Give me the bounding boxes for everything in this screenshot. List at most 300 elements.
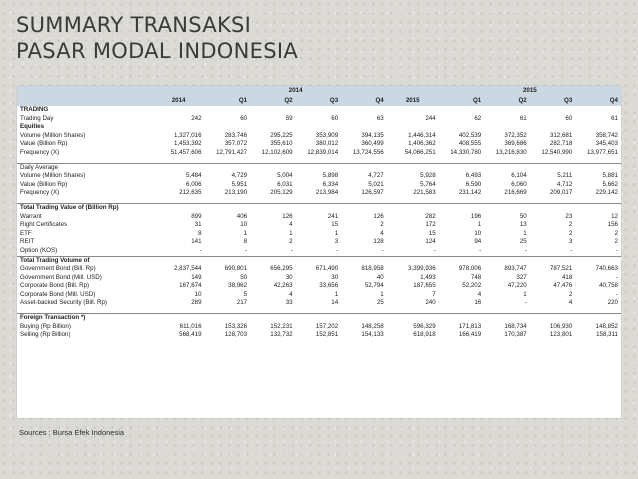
table-cell: 671,490 xyxy=(315,265,339,273)
table-row xyxy=(17,238,621,247)
table-cell: 152,231 xyxy=(270,322,293,330)
table-cell: 283,746 xyxy=(224,131,248,139)
table-cell: 2 xyxy=(380,221,384,229)
table-cell: 126 xyxy=(373,212,384,220)
table-cell: 52,794 xyxy=(364,282,384,290)
table-cell: 4 xyxy=(380,229,384,237)
table-row xyxy=(17,213,621,222)
table-cell: 50 xyxy=(519,212,527,220)
table-cell xyxy=(205,314,251,323)
row-label: Right Certificates xyxy=(20,221,68,229)
table-cell xyxy=(296,123,342,132)
table-cell xyxy=(296,203,342,212)
table-cell: 12 xyxy=(611,212,618,220)
table-cell: 406 xyxy=(236,212,248,220)
table-cell: 13,977,651 xyxy=(587,148,618,156)
table-cell: 63 xyxy=(376,114,384,122)
table-cell: 6,060 xyxy=(511,180,527,188)
table-cell: 94 xyxy=(474,238,482,246)
table-cell: 6,334 xyxy=(322,180,339,188)
table-cell xyxy=(530,123,576,132)
table-cell: 899 xyxy=(191,212,202,220)
table-cell xyxy=(484,163,530,172)
table-cell xyxy=(153,106,205,115)
table-cell xyxy=(153,256,205,265)
row-label: REIT xyxy=(20,238,35,246)
table-cell: 6,006 xyxy=(186,180,202,188)
table-row xyxy=(17,331,621,340)
header-cell: 2015 xyxy=(387,96,439,106)
table-row xyxy=(17,163,621,172)
table-row xyxy=(17,323,621,332)
table-cell: 38,962 xyxy=(228,282,248,290)
table-cell: 312,681 xyxy=(549,131,573,139)
table-cell xyxy=(530,163,576,172)
table-cell: 52,202 xyxy=(462,282,482,290)
row-label: Government Bond (Mill. USD) xyxy=(20,273,102,281)
table-cell: 229,142 xyxy=(595,189,618,197)
table-cell: 242 xyxy=(191,114,202,122)
table-cell: 5,928 xyxy=(420,172,436,180)
table-row xyxy=(17,291,621,300)
table-cell xyxy=(341,163,387,172)
row-label: Total Trading Volume of xyxy=(17,256,153,265)
table-cell: 327 xyxy=(516,273,527,281)
table-cell: 30 xyxy=(331,273,339,281)
table-row xyxy=(17,149,621,158)
table-cell: 3 xyxy=(334,238,339,246)
table-cell: 33 xyxy=(285,299,293,307)
table-cell: 171,813 xyxy=(458,322,482,330)
table-cell: 357,072 xyxy=(224,140,248,148)
table-cell: 360,499 xyxy=(361,140,384,148)
table-cell: 220 xyxy=(607,299,618,307)
table-cell: 402,539 xyxy=(458,131,482,139)
table-cell: 10 xyxy=(194,290,202,298)
table-cell: 10 xyxy=(240,221,248,229)
table-cell: 187,655 xyxy=(413,282,436,290)
table-cell: 61 xyxy=(519,114,527,122)
table-cell: 408,555 xyxy=(458,140,482,148)
table-cell xyxy=(530,106,576,115)
row-label: Warrant xyxy=(20,212,42,220)
table-cell: 54,066,251 xyxy=(404,148,436,156)
table-cell: 167,674 xyxy=(179,282,202,290)
table-cell: 282,718 xyxy=(549,140,573,148)
table-cell: 172 xyxy=(425,221,436,229)
table-cell xyxy=(530,203,576,212)
header-cell: Q2 xyxy=(250,96,296,106)
table-cell xyxy=(439,123,485,132)
table-cell: 13 xyxy=(519,221,527,229)
table-cell: 1,327,016 xyxy=(174,131,202,139)
table-cell: 126,597 xyxy=(361,189,384,197)
table-cell: - xyxy=(615,246,618,254)
table-cell xyxy=(530,314,576,323)
table-cell xyxy=(250,256,296,265)
table-cell: 7 xyxy=(432,290,436,298)
table-row xyxy=(17,274,621,283)
table-row xyxy=(17,140,621,149)
table-cell xyxy=(575,203,621,212)
table-cell xyxy=(439,106,485,115)
table-cell: 132,732 xyxy=(270,331,293,339)
table-cell: 355,610 xyxy=(270,140,293,148)
table-cell xyxy=(296,256,342,265)
table-cell: 818,958 xyxy=(361,265,384,273)
table-cell: 213,984 xyxy=(315,189,339,197)
table-cell: 4 xyxy=(477,290,482,298)
table-cell: 5,662 xyxy=(602,180,618,188)
table-row xyxy=(17,282,621,291)
table-cell: 2 xyxy=(568,221,573,229)
table-cell: 1,453,392 xyxy=(174,140,202,148)
table-cell: 1,406,362 xyxy=(408,140,436,148)
table-cell xyxy=(484,106,530,115)
table-cell: 168,734 xyxy=(504,322,527,330)
title-line-2: PASAR MODAL INDONESIA xyxy=(16,39,298,63)
table-cell: 213,190 xyxy=(224,189,248,197)
table-cell: 156 xyxy=(607,221,618,229)
table-cell: 1 xyxy=(289,229,293,237)
table-cell: 141 xyxy=(191,238,202,246)
table-cell: 2 xyxy=(614,229,618,237)
table-cell: 787,521 xyxy=(549,265,573,273)
table-cell: 4,712 xyxy=(556,180,573,188)
table-cell: 1 xyxy=(243,229,248,237)
table-cell xyxy=(205,163,251,172)
source-note: Sources : Bursa Efek Indonesia xyxy=(19,428,125,437)
table-cell: 170,387 xyxy=(504,331,527,339)
table-cell xyxy=(205,203,251,212)
table-cell xyxy=(250,123,296,132)
header-year-2015: 2015 xyxy=(439,86,621,96)
table-cell xyxy=(250,203,296,212)
table-cell: 15 xyxy=(428,229,436,237)
table-cell: 5 xyxy=(243,290,248,298)
table-cell: 690,801 xyxy=(224,265,248,273)
table-cell xyxy=(387,163,439,172)
header-cell xyxy=(17,86,153,96)
table-cell xyxy=(484,314,530,323)
table-cell: 25 xyxy=(376,299,384,307)
table-cell xyxy=(439,256,485,265)
table-cell: 6,493 xyxy=(465,172,482,180)
table-cell: 196 xyxy=(470,212,482,220)
table-cell: 5,881 xyxy=(602,172,618,180)
table-cell: 61 xyxy=(611,114,618,122)
table-cell xyxy=(341,123,387,132)
row-label: Daily Average xyxy=(17,163,153,172)
table-cell xyxy=(387,256,439,265)
row-label: Equities xyxy=(20,123,45,131)
table-cell xyxy=(387,106,439,115)
table-cell: 31 xyxy=(194,221,202,229)
table-cell xyxy=(484,123,530,132)
table-cell: - xyxy=(479,246,482,254)
table-cell: 106,930 xyxy=(549,322,573,330)
table-cell xyxy=(530,256,576,265)
table-cell xyxy=(205,123,251,132)
table-cell: 4 xyxy=(568,299,573,307)
table-cell: 353,909 xyxy=(315,131,339,139)
table-cell: 60 xyxy=(565,114,573,122)
table-body xyxy=(17,106,621,340)
row-label: Volume (Million Shares) xyxy=(20,172,86,180)
table-cell xyxy=(153,314,205,323)
row-label: Asset-backed Security (Bill. Rp) xyxy=(20,299,107,307)
table-cell: 5,484 xyxy=(186,172,202,180)
table-cell: 369,686 xyxy=(504,140,527,148)
table-cell: 2 xyxy=(568,229,573,237)
table-cell: 2 xyxy=(568,290,573,298)
table-cell: - xyxy=(570,246,573,254)
table-cell: 12,540,990 xyxy=(541,148,573,156)
table-cell: 12,102,609 xyxy=(261,148,293,156)
table-cell xyxy=(439,163,485,172)
table-row xyxy=(17,314,621,323)
table-cell: 128,703 xyxy=(224,331,248,339)
table-cell: - xyxy=(290,246,293,254)
header-cell: Q2 xyxy=(484,96,530,106)
row-label: Government Bond (Bill. Rp) xyxy=(20,265,96,273)
table-cell xyxy=(341,314,387,323)
table-cell xyxy=(341,256,387,265)
table-cell xyxy=(575,314,621,323)
table-cell: 6,590 xyxy=(465,180,482,188)
table-cell: 2,837,544 xyxy=(174,265,202,273)
table-cell: 23 xyxy=(565,212,573,220)
table-cell: 126 xyxy=(282,212,293,220)
table-cell: 289 xyxy=(191,299,202,307)
table-row xyxy=(17,189,621,198)
table-cell: 62 xyxy=(474,114,482,122)
table-cell xyxy=(387,123,439,132)
header-cell: 2014 xyxy=(153,96,205,106)
row-label: Option (KOS) xyxy=(20,246,58,254)
table-cell: 12,839,014 xyxy=(307,148,339,156)
header-cell xyxy=(153,86,205,96)
table-cell: 13,724,556 xyxy=(352,148,384,156)
table-cell xyxy=(205,256,251,265)
table-cell: 128 xyxy=(373,238,384,246)
table-cell: 221,583 xyxy=(413,189,436,197)
table-cell xyxy=(341,106,387,115)
row-label: Total Trading Value of (Billion Rp) xyxy=(17,203,153,212)
table-cell: - xyxy=(336,246,339,254)
header-cell: Q1 xyxy=(439,96,485,106)
table-row xyxy=(17,221,621,230)
table-cell: 6,104 xyxy=(511,172,527,180)
table-cell: 282 xyxy=(425,212,436,220)
table-cell: 212,635 xyxy=(179,189,202,197)
table-cell: 1 xyxy=(523,229,527,237)
table-cell xyxy=(296,163,342,172)
table-cell: 2 xyxy=(289,238,293,246)
table-cell: 1 xyxy=(477,221,482,229)
table-cell: 231,142 xyxy=(458,189,482,197)
table-cell: 166,419 xyxy=(458,331,482,339)
table-cell: 157,202 xyxy=(315,322,339,330)
table-cell: - xyxy=(524,299,527,307)
table-cell: 5,764 xyxy=(420,180,436,188)
header-cell xyxy=(387,86,439,96)
table-cell xyxy=(387,314,439,323)
table-cell: 1 xyxy=(380,290,384,298)
table-cell: 8 xyxy=(198,229,202,237)
table-cell xyxy=(575,163,621,172)
table-cell xyxy=(296,106,342,115)
table-cell: 2 xyxy=(614,238,618,246)
row-label: Value (Billion Rp) xyxy=(20,140,68,148)
table-cell: 1 xyxy=(334,290,339,298)
table-cell xyxy=(296,314,342,323)
table-cell: 1 xyxy=(523,290,527,298)
table-cell: 978,006 xyxy=(458,265,482,273)
table-cell: 158,311 xyxy=(596,331,618,339)
table-cell: - xyxy=(199,246,202,254)
table-cell: 244 xyxy=(425,114,436,122)
row-label: Corporate Bond (Mill. USD) xyxy=(20,290,96,298)
table-cell xyxy=(575,106,621,115)
table-cell: 50 xyxy=(240,273,248,281)
table-cell xyxy=(484,203,530,212)
header-row-years xyxy=(17,86,621,96)
table-row xyxy=(17,132,621,141)
table-cell: - xyxy=(615,273,618,281)
table-cell: 152,851 xyxy=(315,331,339,339)
table-cell: - xyxy=(524,246,527,254)
slide-title xyxy=(16,12,298,64)
title-line-1: SUMMARY TRANSAKSI xyxy=(16,13,252,37)
table-cell: 60 xyxy=(240,114,248,122)
table-cell xyxy=(575,256,621,265)
header-year-2014: 2014 xyxy=(205,86,387,96)
table-cell: 3,399,936 xyxy=(408,265,436,273)
table-cell: 216,669 xyxy=(504,189,527,197)
row-label: Corporate Bond (Bill. Rp) xyxy=(20,282,90,290)
table-cell: 59 xyxy=(285,114,293,122)
table-cell xyxy=(439,314,485,323)
table-cell: 205,129 xyxy=(270,189,293,197)
transaction-table-panel xyxy=(17,86,621,418)
table-cell: 3 xyxy=(568,238,573,246)
table-cell: 42,263 xyxy=(273,282,293,290)
row-label: Foreign Transaction *) xyxy=(17,314,153,323)
row-label: Trading Day xyxy=(20,114,54,122)
table-cell: 40,758 xyxy=(599,282,618,290)
table-cell: 209,017 xyxy=(549,189,573,197)
table-row xyxy=(17,299,621,308)
table-cell: 748 xyxy=(470,273,482,281)
table-cell: 8 xyxy=(243,238,248,246)
table-cell: - xyxy=(433,246,436,254)
table-cell: 611,016 xyxy=(179,322,202,330)
table-row xyxy=(17,203,621,212)
table-cell: 1,493 xyxy=(420,273,436,281)
header-cell xyxy=(17,96,153,106)
table-cell: 5,004 xyxy=(277,172,293,180)
table-row xyxy=(17,123,621,132)
table-cell: 394,135 xyxy=(361,131,384,139)
table-cell: 13,216,830 xyxy=(495,148,527,156)
table-cell: 295,225 xyxy=(270,131,293,139)
table-cell: 5,898 xyxy=(322,172,339,180)
table-cell xyxy=(250,106,296,115)
table-cell: 4,729 xyxy=(231,172,248,180)
table-cell: 40 xyxy=(376,273,384,281)
table-row xyxy=(17,106,621,115)
table-cell: 596,329 xyxy=(413,322,436,330)
table-cell: 148,258 xyxy=(361,322,384,330)
header-cell: Q4 xyxy=(341,96,387,106)
table-cell: 51,457,606 xyxy=(170,148,202,156)
table-cell: 14 xyxy=(331,299,339,307)
table-cell: 123,801 xyxy=(549,331,573,339)
table-cell: 33,656 xyxy=(319,282,339,290)
table-cell: 1,446,314 xyxy=(408,131,436,139)
header-cell: Q3 xyxy=(530,96,576,106)
table-cell: 153,326 xyxy=(224,322,248,330)
table-cell: 217 xyxy=(236,299,248,307)
table-cell: 618,918 xyxy=(413,331,436,339)
table-cell: 4 xyxy=(289,290,293,298)
table-cell: 372,352 xyxy=(504,131,527,139)
table-cell: 345,403 xyxy=(595,140,618,148)
row-label: Volume (Million Shares) xyxy=(20,131,86,139)
table-cell: 14,330,780 xyxy=(450,148,482,156)
table-cell: 15 xyxy=(331,221,339,229)
table-cell: 47,220 xyxy=(507,282,527,290)
table-cell: 154,133 xyxy=(361,331,384,339)
table-cell xyxy=(484,256,530,265)
table-cell: 149 xyxy=(191,273,202,281)
header-cell: Q3 xyxy=(296,96,342,106)
table-row xyxy=(17,115,621,124)
table-cell xyxy=(153,163,205,172)
table-cell: 1 xyxy=(334,229,339,237)
row-label: ETF xyxy=(20,229,32,237)
row-label: TRADING xyxy=(20,106,49,113)
table-row xyxy=(17,181,621,190)
row-label: Selling (Rp Billion) xyxy=(20,331,71,339)
table-row xyxy=(17,247,621,256)
header-cell: Q1 xyxy=(205,96,251,106)
table-cell xyxy=(439,203,485,212)
table-cell: 740,663 xyxy=(595,265,618,273)
table-cell: 568,419 xyxy=(179,331,202,339)
table-cell: 380,012 xyxy=(315,140,339,148)
row-label: Value (Billion Rp) xyxy=(20,180,68,188)
table-row xyxy=(17,230,621,239)
table-cell: 893,747 xyxy=(504,265,527,273)
table-cell xyxy=(575,123,621,132)
table-cell: 30 xyxy=(285,273,293,281)
table-cell: 4,727 xyxy=(368,172,384,180)
table-cell: 124 xyxy=(425,238,436,246)
table-cell xyxy=(250,163,296,172)
table-cell: 12,791,427 xyxy=(216,148,248,156)
transaction-summary-table xyxy=(17,86,621,340)
table-cell: 6,031 xyxy=(277,180,293,188)
row-label: Frequency (X) xyxy=(20,148,60,156)
table-cell: 10 xyxy=(474,229,482,237)
table-cell xyxy=(205,106,251,115)
table-cell: 656,295 xyxy=(270,265,293,273)
table-cell: 241 xyxy=(327,212,339,220)
table-cell: 358,742 xyxy=(595,131,618,139)
table-cell: 47,476 xyxy=(553,282,573,290)
